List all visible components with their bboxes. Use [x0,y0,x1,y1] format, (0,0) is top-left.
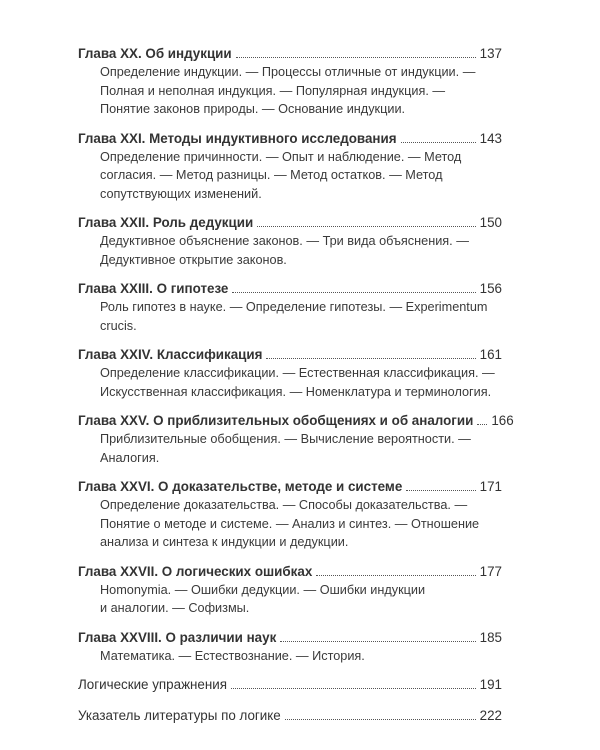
chapter-description [100,581,502,618]
description-line: Приблизительные обобщения. — Вычисление вероятности. — [100,432,471,446]
description-line: Полная и неполная индукция. — Популярная индукция. — [100,83,446,98]
toc-entry [78,477,502,552]
toc-entry [78,213,502,269]
chapter-title: Глава XXIV. Классификация [78,347,263,362]
chapter-description [100,232,502,269]
toc-entry-heading [78,675,502,694]
table-of-contents [78,44,514,737]
dot-leader [232,292,475,293]
section-title: Указатель литературы по логике [78,708,281,723]
description-line: Определение доказательства. — Способы доказательства. — [100,498,468,512]
description-line: Определение индукции. — Процессы отличные от индукции. — [100,65,476,79]
description-line: Определение причинности. — Опыт и наблюдение. — Метод [100,149,462,164]
description-line: Аналогия. [100,450,160,465]
description-line: Дедуктивное объяснение законов. — Три вида объяснения. — [100,234,469,248]
description-line: Определение классификации. — Естественная классификация. — [100,366,495,380]
toc-entry [78,44,502,119]
dot-leader [401,142,476,143]
section-title: Логические упражнения [78,677,227,692]
page-number: 171 [479,479,502,494]
dot-leader [236,57,476,58]
description-line: согласия. — Метод разницы. — Метод остатков. — Метод [100,168,443,182]
page-number: 150 [479,215,502,230]
toc-entry-exercises [78,675,502,694]
chapter-description [100,647,502,666]
chapter-title: Глава XXVII. О логических ошибках [78,563,313,579]
toc-entry-heading [78,477,502,496]
chapter-title: Глава XXI. Методы индуктивного исследования [78,130,397,146]
description-line: анализа и синтеза к индукции и дедукции. [100,535,349,549]
toc-entry-bibliography [78,706,502,725]
chapter-title: Глава XXVI. О доказательстве, методе и системе [78,479,403,494]
toc-entry-heading [78,411,514,430]
description-line: Искусственная классификация. — Номенклатура и терминология. [100,384,492,399]
page-number: 166 [491,413,514,428]
description-line: Понятие о методе и системе. — Анализ и синтез. — Отношение [100,516,480,531]
description-line: Homonymia. — Ошибки дедукции. — Ошибки индукции [100,582,426,597]
chapter-description [100,298,502,335]
dot-leader [280,641,475,642]
toc-entry-heading [78,44,502,63]
chapter-description [100,496,502,552]
page-number: 143 [479,130,502,146]
page-number: 191 [479,677,502,692]
description-line: сопутствующих изменений. [100,186,262,201]
description-line: Математика. — Естествознание. — История. [100,648,365,663]
toc-entry-heading [78,706,502,725]
description-line: Дедуктивное открытие законов. [100,252,287,267]
toc-entry [78,411,514,467]
dot-leader [316,575,475,576]
toc-entry-heading [78,279,502,298]
dot-leader [477,424,487,425]
toc-entry-heading [78,345,502,364]
page-number: 177 [479,563,502,579]
description-line: Роль гипотез в науке. — Определение гипотезы. — Experimentum [100,300,488,314]
toc-entry-heading [78,213,502,232]
description-line: и аналогии. — Софизмы. [100,601,250,615]
toc-entry [78,562,502,618]
description-line: Понятие законов природы. — Основание индукции. [100,102,406,116]
page-number: 222 [479,708,502,723]
chapter-title: Глава XXV. О приблизительных обобщениях и об аналогии [78,413,474,428]
page-number: 137 [479,46,502,61]
chapter-title: Глава XXVIII. О различии наук [78,629,277,645]
chapter-description [100,148,502,204]
page-number: 185 [479,629,502,645]
dot-leader [285,719,476,720]
toc-entry-heading [78,129,502,148]
toc-entry [78,628,502,666]
description-line: crucis. [100,318,137,333]
chapter-title: Глава XXIII. О гипотезе [78,281,229,296]
toc-entry [78,129,502,204]
toc-entry-heading [78,628,502,647]
chapter-description [100,364,502,401]
chapter-description [100,430,502,467]
page-number: 161 [479,347,502,362]
page-number: 156 [479,281,502,296]
dot-leader [257,226,475,227]
toc-entry [78,279,502,335]
chapter-title: Глава XX. Об индукции [78,46,232,61]
dot-leader [231,688,476,689]
dot-leader [406,490,475,491]
dot-leader [266,358,475,359]
toc-entry [78,345,502,401]
chapter-title: Глава XXII. Роль дедукции [78,215,254,230]
toc-entry-heading [78,562,502,581]
chapter-description [100,63,502,119]
